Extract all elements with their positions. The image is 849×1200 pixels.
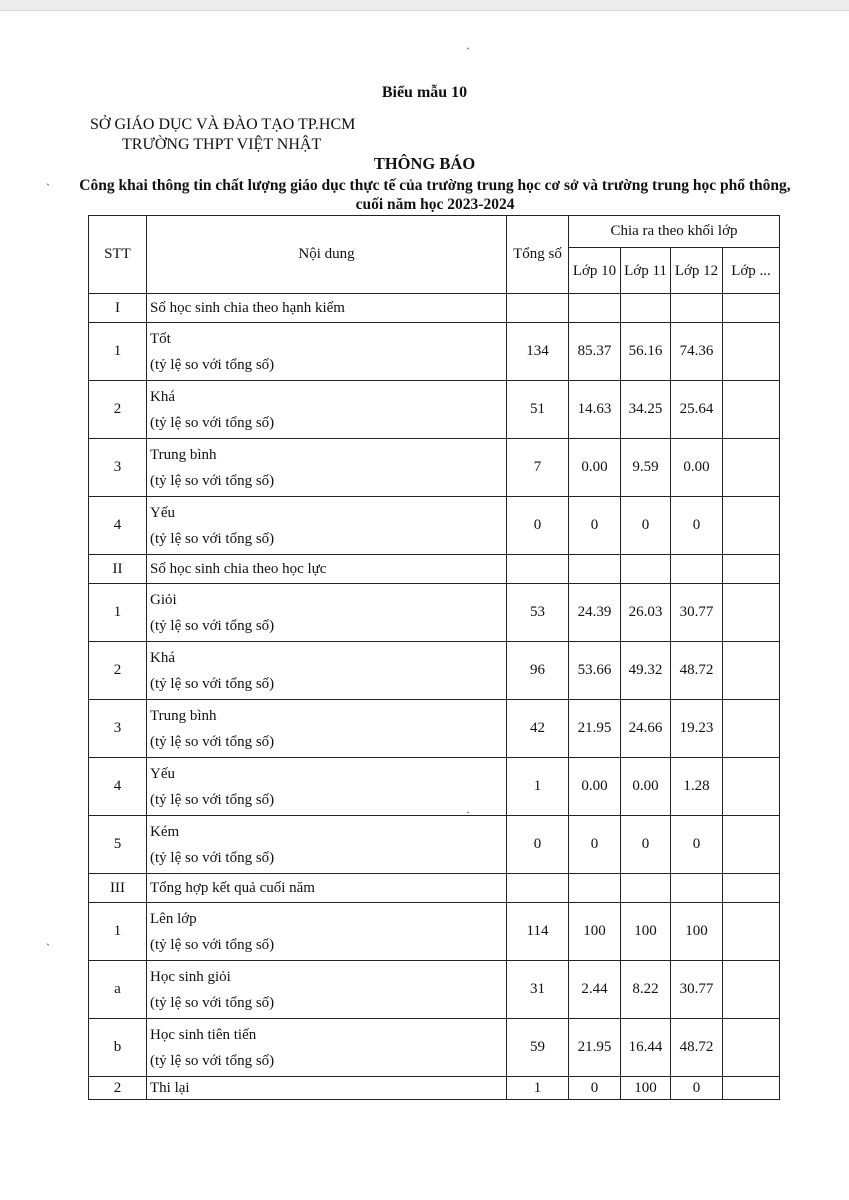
empty-cell [671, 555, 723, 584]
notice-title: THÔNG BÁO [373, 154, 476, 173]
row-label: Tốt [150, 330, 171, 347]
section-title: Số học sinh chia theo học lực [147, 555, 507, 584]
quality-table [88, 215, 780, 1100]
grade-11-value: 100 [621, 903, 671, 961]
grade-other-value [723, 700, 780, 758]
grade-10-value: 24.39 [569, 584, 621, 642]
grade-other-value [723, 323, 780, 381]
grade-12-value: 0 [671, 816, 723, 874]
total-value: 0 [507, 497, 569, 555]
grade-11-value: 56.16 [621, 323, 671, 381]
total-value: 134 [507, 323, 569, 381]
ratio-note: (tỷ lệ so với tổng số) [150, 414, 275, 431]
grade-other-value [723, 497, 780, 555]
table-row [89, 903, 780, 961]
grade-12-value: 74.36 [671, 323, 723, 381]
grade-10-value: 0 [569, 497, 621, 555]
table-row [89, 584, 780, 642]
row-number: 1 [89, 584, 147, 642]
total-value: 31 [507, 961, 569, 1019]
grade-10-value: 14.63 [569, 381, 621, 439]
row-label: Yếu [150, 765, 175, 782]
grade-11-value: 24.66 [621, 700, 671, 758]
table-row [89, 1077, 780, 1100]
row-description [147, 961, 507, 1019]
ratio-note: (tỷ lệ so với tổng số) [150, 675, 275, 692]
total-value: 0 [507, 816, 569, 874]
empty-cell [621, 555, 671, 584]
row-label: Kém [150, 823, 180, 840]
grade-10-value: 53.66 [569, 642, 621, 700]
form-label: Biểu mẫu 10 [381, 84, 468, 101]
scan-top-edge [0, 0, 849, 11]
row-description [147, 816, 507, 874]
row-label: Thi lại [147, 1077, 507, 1100]
empty-cell [507, 294, 569, 323]
grade-10-value: 0.00 [569, 758, 621, 816]
row-number: 2 [89, 642, 147, 700]
table-row [89, 381, 780, 439]
row-description [147, 584, 507, 642]
empty-cell [507, 874, 569, 903]
grade-12-value: 0 [671, 1077, 723, 1100]
section-title: Số học sinh chia theo hạnh kiểm [147, 294, 507, 323]
grade-other-value [723, 758, 780, 816]
school-name: TRƯỜNG THPT VIỆT NHẬT [122, 136, 322, 153]
ratio-note: (tỷ lệ so với tổng số) [150, 472, 275, 489]
grade-10-value: 21.95 [569, 700, 621, 758]
row-label: Yếu [150, 504, 175, 521]
grade-10-value: 100 [569, 903, 621, 961]
grade-12-value: 48.72 [671, 1019, 723, 1077]
empty-cell [723, 874, 780, 903]
total-value: 114 [507, 903, 569, 961]
row-description [147, 497, 507, 555]
empty-cell [723, 555, 780, 584]
row-number: 2 [89, 1077, 147, 1100]
total-value: 96 [507, 642, 569, 700]
empty-cell [569, 874, 621, 903]
scan-mark: ˏ [46, 172, 50, 186]
row-number: 2 [89, 381, 147, 439]
grade-12-value: 30.77 [671, 584, 723, 642]
grade-11-value: 100 [621, 1077, 671, 1100]
row-number: 1 [89, 903, 147, 961]
total-value: 59 [507, 1019, 569, 1077]
row-label: Lên lớp [150, 910, 197, 927]
grade-10-value: 21.95 [569, 1019, 621, 1077]
row-label: Học sinh tiên tiến [150, 1026, 257, 1043]
section-number: I [89, 294, 147, 323]
row-number: 1 [89, 323, 147, 381]
table-row [89, 323, 780, 381]
ratio-note: (tỷ lệ so với tổng số) [150, 791, 275, 808]
empty-cell [621, 874, 671, 903]
table-body [89, 294, 780, 1100]
table-row [89, 439, 780, 497]
grade-other-value [723, 816, 780, 874]
grade-other-value [723, 903, 780, 961]
total-value: 7 [507, 439, 569, 497]
grade-other-value [723, 642, 780, 700]
row-description [147, 323, 507, 381]
table-row [89, 700, 780, 758]
row-number: 3 [89, 700, 147, 758]
empty-cell [569, 294, 621, 323]
row-description [147, 1019, 507, 1077]
grade-11-value: 34.25 [621, 381, 671, 439]
table-row [89, 758, 780, 816]
row-label: Giỏi [150, 591, 177, 608]
grade-11-value: 26.03 [621, 584, 671, 642]
table-row [89, 642, 780, 700]
row-description [147, 381, 507, 439]
row-label: Trung bình [150, 446, 217, 463]
row-label: Trung bình [150, 707, 217, 724]
grade-12-value: 0.00 [671, 439, 723, 497]
table-row [89, 961, 780, 1019]
grade-12-value: 100 [671, 903, 723, 961]
empty-cell [671, 294, 723, 323]
grade-other-value [723, 439, 780, 497]
header-grade-11: Lớp 11 [621, 248, 671, 294]
empty-cell [723, 294, 780, 323]
grade-12-value: 19.23 [671, 700, 723, 758]
row-description [147, 642, 507, 700]
grade-10-value: 0 [569, 816, 621, 874]
header-stt: STT [89, 216, 147, 294]
ratio-note: (tỷ lệ so với tổng số) [150, 356, 275, 373]
row-number: 3 [89, 439, 147, 497]
ratio-note: (tỷ lệ so với tổng số) [150, 1052, 275, 1069]
grade-11-value: 8.22 [621, 961, 671, 1019]
section-number: III [89, 874, 147, 903]
grade-10-value: 0.00 [569, 439, 621, 497]
header-grade-group: Chia ra theo khối lớp [569, 216, 780, 248]
total-value: 1 [507, 758, 569, 816]
table-row [89, 816, 780, 874]
table-row [89, 1019, 780, 1077]
ratio-note: (tỷ lệ so với tổng số) [150, 617, 275, 634]
empty-cell [621, 294, 671, 323]
grade-11-value: 0 [621, 816, 671, 874]
row-label: Khá [150, 388, 175, 405]
section-number: II [89, 555, 147, 584]
row-label: Khá [150, 649, 175, 666]
row-number: 4 [89, 758, 147, 816]
header-grade-other: Lớp ... [723, 248, 780, 294]
total-value: 51 [507, 381, 569, 439]
row-number: a [89, 961, 147, 1019]
grade-12-value: 25.64 [671, 381, 723, 439]
ratio-note: (tỷ lệ so với tổng số) [150, 994, 275, 1011]
empty-cell [507, 555, 569, 584]
grade-11-value: 16.44 [621, 1019, 671, 1077]
department-name: SỞ GIÁO DỤC VÀ ĐÀO TẠO TP.HCM [90, 116, 356, 133]
table-row [89, 497, 780, 555]
ratio-note: (tỷ lệ so với tổng số) [150, 733, 275, 750]
grade-11-value: 9.59 [621, 439, 671, 497]
total-value: 42 [507, 700, 569, 758]
total-value: 53 [507, 584, 569, 642]
grade-12-value: 0 [671, 497, 723, 555]
ratio-note: (tỷ lệ so với tổng số) [150, 530, 275, 547]
grade-other-value [723, 1077, 780, 1100]
grade-other-value [723, 381, 780, 439]
row-number: 4 [89, 497, 147, 555]
grade-10-value: 85.37 [569, 323, 621, 381]
grade-11-value: 0 [621, 497, 671, 555]
row-number: 5 [89, 816, 147, 874]
header-content: Nội dung [147, 216, 507, 294]
grade-12-value: 30.77 [671, 961, 723, 1019]
ratio-note: (tỷ lệ so với tổng số) [150, 849, 275, 866]
header-grade-12: Lớp 12 [671, 248, 723, 294]
section-row [89, 555, 780, 584]
grade-10-value: 0 [569, 1077, 621, 1100]
ratio-note: (tỷ lệ so với tổng số) [150, 936, 275, 953]
row-description [147, 700, 507, 758]
grade-10-value: 2.44 [569, 961, 621, 1019]
row-description [147, 758, 507, 816]
total-value: 1 [507, 1077, 569, 1100]
notice-subtitle: Công khai thông tin chất lượng giáo dục thực tế của trường trung học cơ sở và trường trung học phổ thông, cuối năm học 2023-2024 [79, 177, 791, 213]
grade-other-value [723, 961, 780, 1019]
row-number: b [89, 1019, 147, 1077]
section-row [89, 874, 780, 903]
row-label: Học sinh giỏi [150, 968, 231, 985]
empty-cell [569, 555, 621, 584]
row-description [147, 903, 507, 961]
header-total: Tổng số [507, 216, 569, 294]
row-description [147, 439, 507, 497]
scan-mark: ˏ [466, 800, 470, 814]
section-row [89, 294, 780, 323]
grade-other-value [723, 584, 780, 642]
grade-12-value: 48.72 [671, 642, 723, 700]
grade-11-value: 49.32 [621, 642, 671, 700]
grade-12-value: 1.28 [671, 758, 723, 816]
scan-mark: ˏ [46, 932, 50, 946]
grade-other-value [723, 1019, 780, 1077]
grade-11-value: 0.00 [621, 758, 671, 816]
header-grade-10: Lớp 10 [569, 248, 621, 294]
scan-mark: ˏ [466, 36, 470, 50]
section-title: Tổng hợp kết quả cuối năm [147, 874, 507, 903]
empty-cell [671, 874, 723, 903]
